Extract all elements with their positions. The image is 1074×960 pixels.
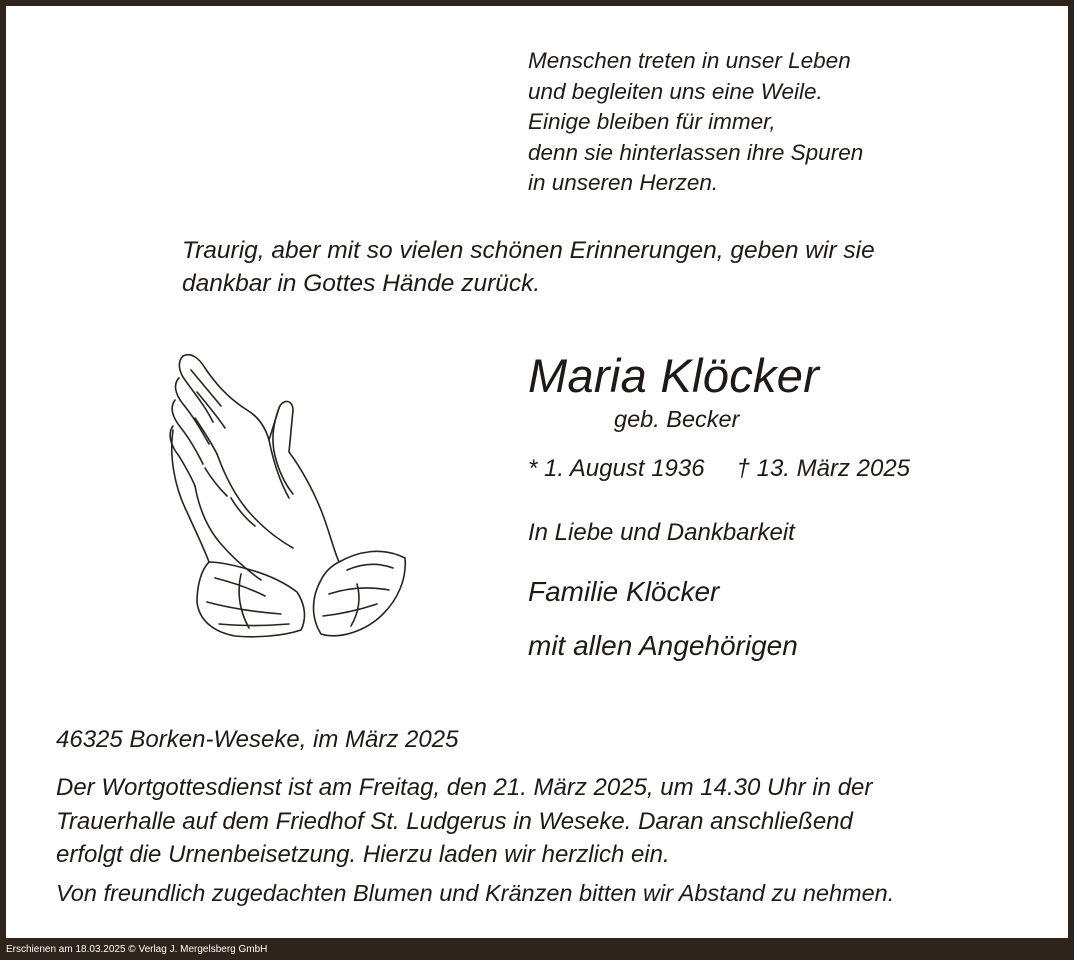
service-line: erfolgt die Urnenbeisetzung. Hierzu laden wir herzlich ein. [56,841,670,868]
intro-line: dankbar in Gottes Hände zurück. [182,270,541,297]
publication-footer: Erschienen am 18.03.2025 © Verlag J. Mergelsberg GmbH [6,944,268,955]
intro-text [182,234,875,300]
service-info [56,771,872,872]
place-date: 46325 Borken-Weseke, im März 2025 [56,726,459,753]
birth-date: * 1. August 1936 [528,455,705,482]
poem-line: denn sie hinterlassen ihre Spuren [528,139,864,165]
poem-line: Menschen treten in unser Leben [528,48,851,73]
poem-line: und begleiten uns eine Weile. [528,78,823,104]
deceased-name: Maria Klöcker [528,349,820,402]
poem [528,46,863,199]
service-line: Der Wortgottesdienst ist am Freitag, den 21. März 2025, um 14.30 Uhr in der [56,774,873,801]
intro-line: Traurig, aber mit so vielen schönen Erinnerungen, geben wir sie [182,237,875,264]
family-name: Familie Klöcker [528,576,720,607]
praying-hands-icon [161,348,413,648]
life-dates [528,453,910,485]
poem-line: in unseren Herzen. [528,170,719,195]
obituary-notice [6,6,1068,938]
dedication: In Liebe und Dankbarkeit [528,519,795,546]
flowers-note: Von freundlich zugedachten Blumen und Kränzen bitten wir Abstand zu nehmen. [56,880,895,906]
relatives-line: mit allen Angehörigen [528,630,798,661]
maiden-name: geb. Becker [614,406,740,432]
poem-line: Einige bleiben für immer, [528,109,776,134]
death-date: † 13. März 2025 [736,455,911,482]
service-line: Trauerhalle auf dem Friedhof St. Ludgerus in Weseke. Daran anschließend [56,807,853,835]
